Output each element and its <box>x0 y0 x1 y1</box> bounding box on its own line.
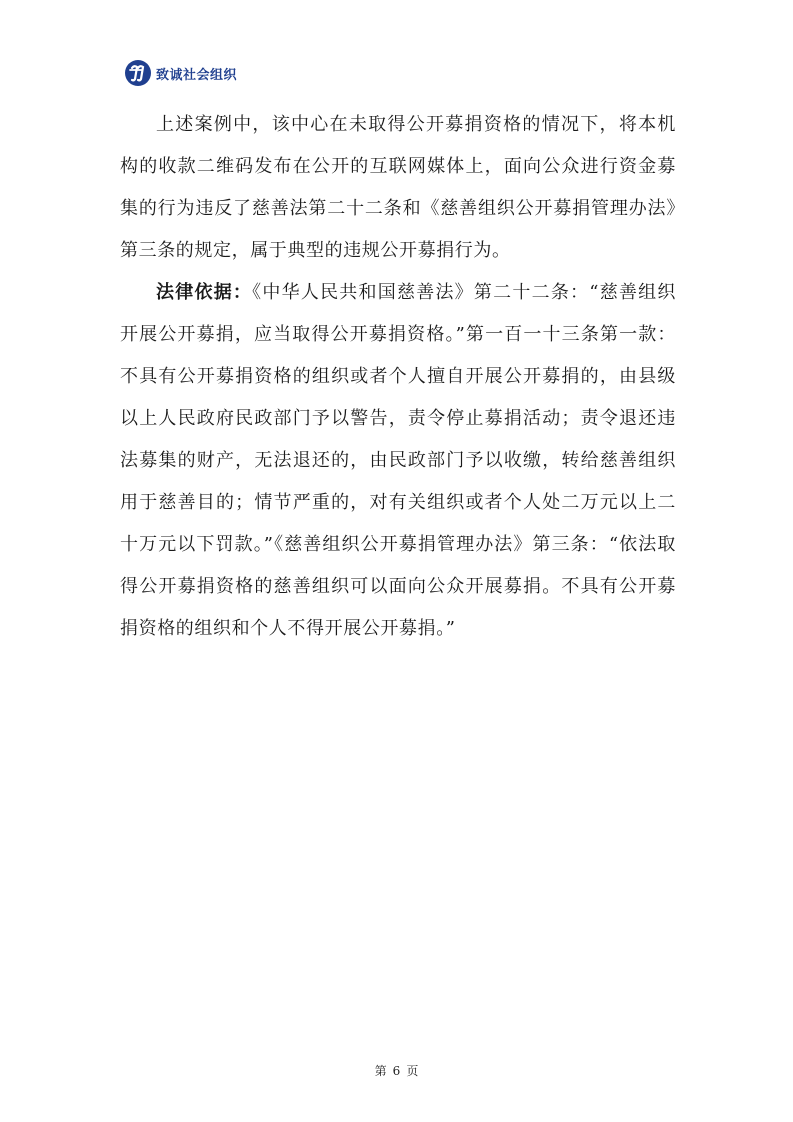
page-prefix: 第 <box>374 1064 387 1078</box>
organization-logo-icon <box>124 59 152 87</box>
logo-text: 致诚社会组织 <box>156 67 238 83</box>
page-number: 6 <box>392 1064 401 1078</box>
legal-basis-label: 法律依据： <box>156 282 253 303</box>
page-header <box>124 58 237 88</box>
page-footer <box>0 1062 793 1079</box>
case-analysis-paragraph: 上述案例中，该中心在未取得公开募捐资格的情况下，将本机构的收款二维码发布在公开的互联网媒体上，面向公众进行资金募集的行为违反了慈善法第二十二条和《慈善组织公开募捐管理办法》第三条的规定，属于典型的违规公开募捐行为。 <box>120 114 676 261</box>
legal-basis-paragraph <box>120 272 676 650</box>
document-body <box>120 104 676 650</box>
page-suffix: 页 <box>406 1064 419 1078</box>
legal-basis-text: 《中华人民共和国慈善法》第二十二条：“慈善组织开展公开募捐，应当取得公开募捐资格。”第一百一十三条第一款：不具有公开募捐资格的组织或者个人擅自开展公开募捐的，由县级以上人民政府民政部门予以警告，责令停止募捐活动；责令退还违法募集的财产，无法退还的，由民政部门予以收缴，转给慈善组织用于慈善目的；情节严重的，对有关组织或者个人处二万元以上二十万元以下罚款。”《慈善组织公开募捐管理办法》第三条：“依法取得公开募捐资格的慈善组织可以面向公众开展募捐。不具有公开募捐资格的组织和个人不得开展公开募捐。” <box>120 282 677 639</box>
